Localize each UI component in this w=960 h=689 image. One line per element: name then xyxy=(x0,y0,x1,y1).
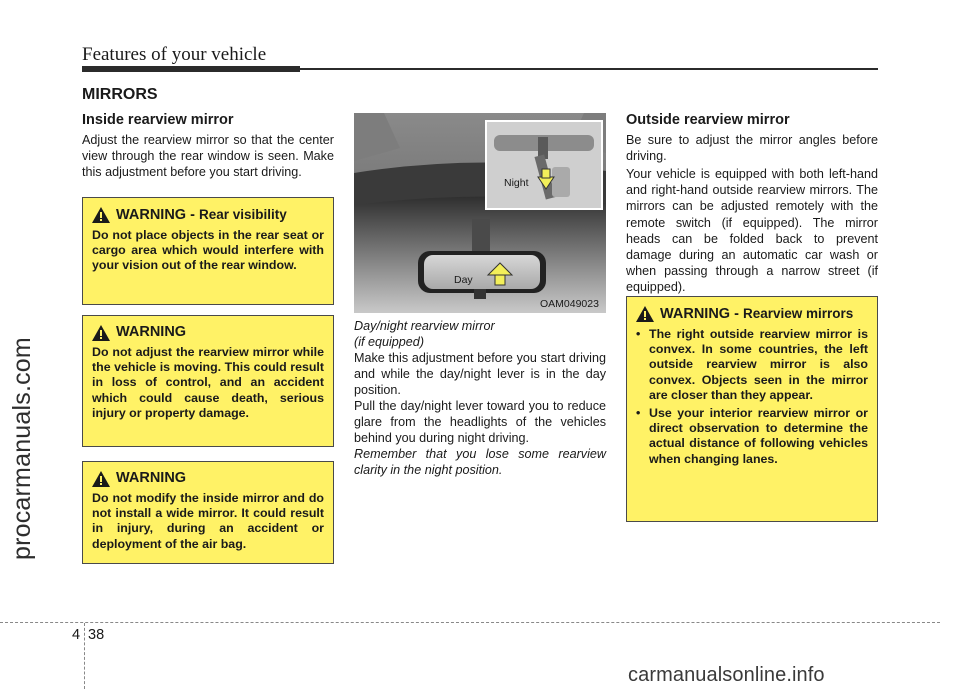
day-night-subheading: Day/night rearview mirror (if equipped) xyxy=(354,319,495,350)
footer-rule xyxy=(0,622,940,623)
day-night-paragraph-2: Pull the day/night lever toward you to reduce glare from the headlights of the vehicles behind you during night driving. xyxy=(354,399,606,446)
inside-mirror-paragraph: Adjust the rearview mirror so that the center view through the rear window is seen. Make this adjustment before you start driving. xyxy=(82,133,334,180)
page-number: 38 xyxy=(88,627,105,643)
rearview-mirror-illustration xyxy=(354,113,606,313)
inside-mirror-heading: Inside rearview mirror xyxy=(82,112,234,128)
warning-text: Do not place objects in the rear seat or cargo area which would interfere with your vision out of the rear window. xyxy=(92,228,324,273)
outside-mirror-paragraph-1: Be sure to adjust the mirror angles before driving. xyxy=(626,133,878,164)
warning-title: WARNING xyxy=(116,324,187,340)
warning-box-adjust-mirror xyxy=(82,315,334,447)
warning-text: Do not modify the inside mirror and do not install a wide mirror. It could result in injury, during an accident or deployment of the air bag. xyxy=(92,491,324,551)
day-night-paragraph-3: Remember that you lose some rearview clarity in the night position. xyxy=(354,447,606,478)
warning-triangle-icon xyxy=(92,207,110,223)
warning-list-item: • Use your interior rearview mirror or direct observation to determine the actual distance of following vehicles when changing lanes. xyxy=(636,406,868,467)
mirror-drawing xyxy=(354,113,606,313)
image-code: OAM049023 xyxy=(540,298,599,310)
warning-box-modify-mirror xyxy=(82,461,334,564)
warning-list-item: • The right outside rearview mirror is convex. In some countries, the left outside rearview mirror is also convex. Objects seen in the mirror are closer than they appear. xyxy=(636,327,868,403)
warning-title: WARNING xyxy=(116,470,187,486)
section-title: MIRRORS xyxy=(82,86,158,103)
header-title: Features of your vehicle xyxy=(82,44,267,65)
night-label: Night xyxy=(504,177,529,189)
day-night-paragraph-1: Make this adjustment before you start driving and while the day/night lever is in the day position. xyxy=(354,351,606,398)
chapter-number: 4 xyxy=(72,627,81,643)
warning-list xyxy=(636,327,868,467)
header-rule-thin xyxy=(300,68,878,70)
outside-mirror-heading: Outside rearview mirror xyxy=(626,112,790,128)
outside-mirror-paragraph-2: Your vehicle is equipped with both left-hand and right-hand outside rearview mirrors. The mirrors can be adjusted remotely with the remote switch (if equipped). The mirror heads can be folded back to prevent damage during an automatic car wash or when passing through a narrow street (if equipped). xyxy=(626,167,878,295)
footer-watermark: carmanualsonline.info xyxy=(628,664,825,686)
warning-triangle-icon xyxy=(92,471,110,487)
warning-box-rear-visibility xyxy=(82,197,334,305)
footer-divider xyxy=(84,623,85,689)
warning-title: WARNING - Rearview mirrors xyxy=(660,306,854,322)
header-rule-thick xyxy=(82,66,300,72)
warning-title: WARNING - Rear visibility xyxy=(116,207,287,223)
warning-text: Do not adjust the rearview mirror while the vehicle is moving. This could result in loss of control, and an accident which could cause death, serious injury or property damage. xyxy=(92,345,324,420)
warning-triangle-icon xyxy=(92,325,110,341)
day-label: Day xyxy=(454,274,473,286)
warning-box-rearview-mirrors xyxy=(626,296,878,522)
side-watermark: procarmanuals.com xyxy=(8,337,36,560)
warning-triangle-icon xyxy=(636,306,654,322)
